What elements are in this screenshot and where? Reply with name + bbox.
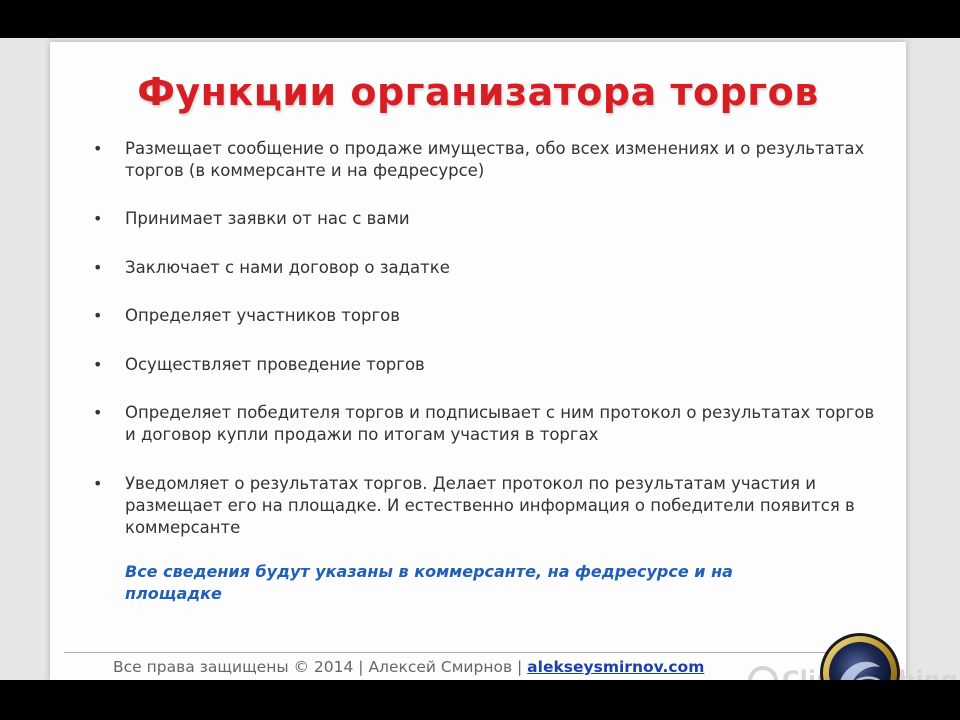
bullet-item	[90, 138, 880, 182]
bullet-text: Заключает с нами договор о задатке	[125, 258, 450, 277]
slide-note: Все сведения будут указаны в коммерсанте, на федресурсе и на площадке	[125, 562, 733, 603]
bullet-item	[90, 473, 880, 539]
bullet-icon: •	[93, 139, 103, 158]
bullet-text: Размещает сообщение о продаже имущества, обо всех изменениях и о результатах торгов (в коммерсанте и на федресурсе)	[125, 139, 865, 180]
video-frame	[0, 38, 960, 680]
bullet-text: Осуществляет проведение торгов	[125, 355, 425, 374]
bullet-text: Определяет участников торгов	[125, 306, 400, 325]
video-letterbox-top	[0, 0, 960, 38]
bullet-item	[90, 257, 880, 279]
bullet-item	[90, 305, 880, 327]
bullet-item	[90, 208, 880, 230]
footer-website-link[interactable]: alekseysmirnov.com	[527, 658, 705, 676]
bullet-text: Уведомляет о результатах торгов. Делает протокол по результатам участия и размещает его на площадке. И естественно информация о победители появится в коммерсанте	[125, 474, 855, 537]
bullet-icon: •	[93, 258, 103, 277]
bullet-list	[90, 138, 880, 539]
video-letterbox-bottom	[0, 680, 960, 720]
bullet-icon: •	[93, 474, 103, 493]
slide-title: Функции организатора торгов	[137, 70, 819, 114]
bullet-icon: •	[93, 403, 103, 422]
bullet-text: Определяет победителя торгов и подписывает с ним протокол о результатах торгов и договор купли продажи по итогам участия в торгах	[125, 403, 875, 444]
bullet-text: Принимает заявки от нас с вами	[125, 209, 410, 228]
presentation-slide	[50, 42, 906, 680]
footer-copyright: Все права защищены © 2014 | Алексей Смирнов |	[113, 658, 528, 676]
slide-footer	[113, 658, 833, 676]
bullet-icon: •	[93, 355, 103, 374]
bullet-item	[90, 402, 880, 446]
footer-divider	[64, 652, 892, 653]
bullet-icon: •	[93, 209, 103, 228]
bullet-icon: •	[93, 306, 103, 325]
bullet-item	[90, 354, 880, 376]
